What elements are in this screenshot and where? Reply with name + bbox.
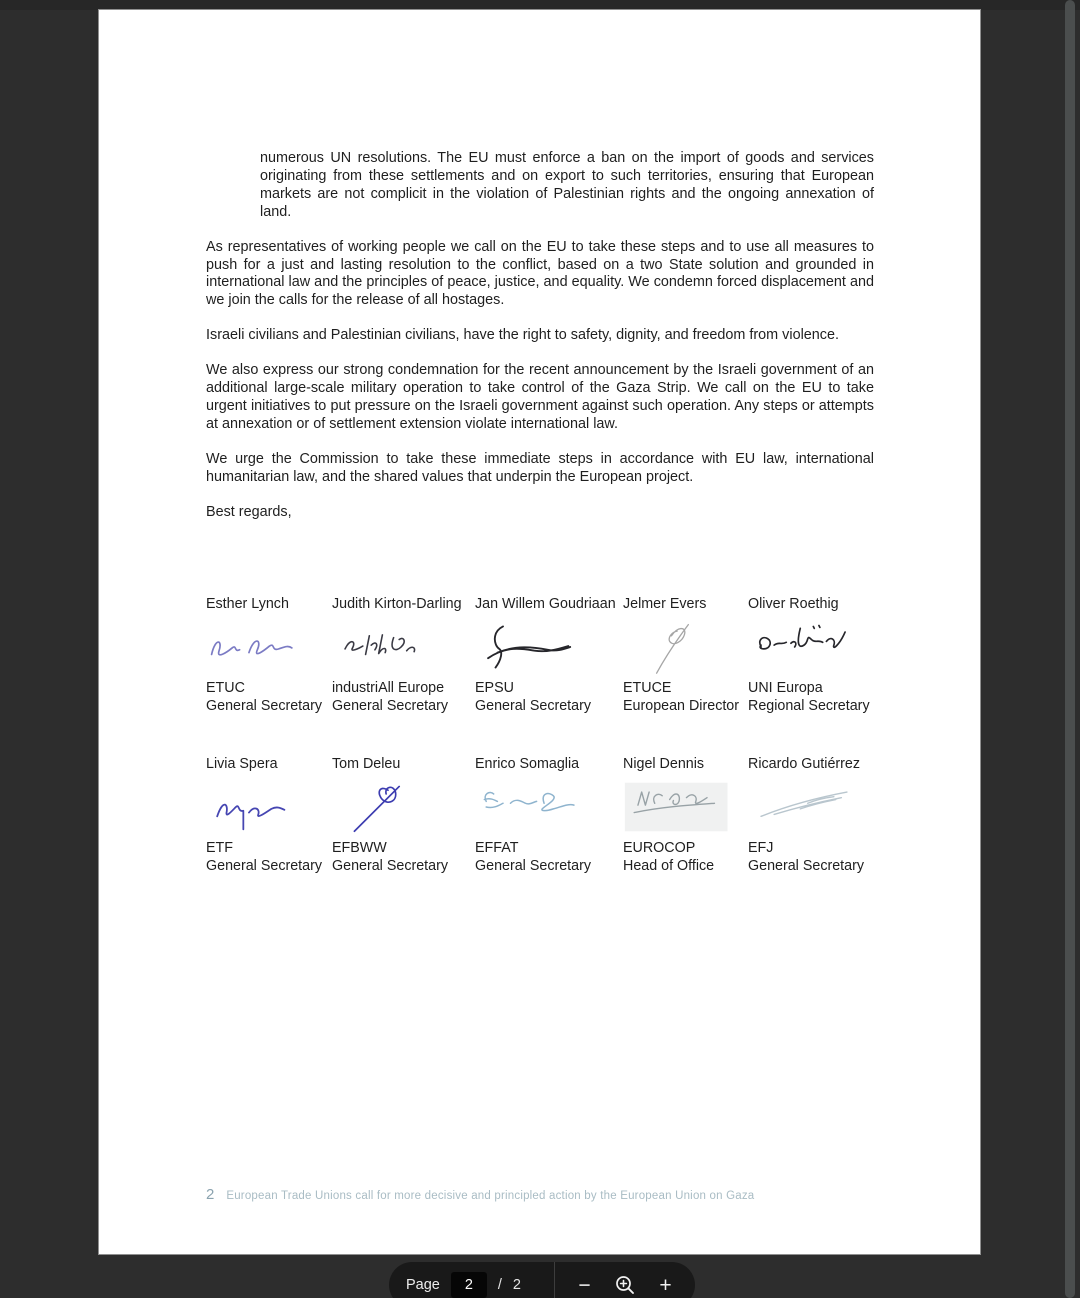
signatory-card [748,596,875,716]
footer-running-title: European Trade Unions call for more decisive and principled action by the European Union on Gaza [226,1190,755,1202]
pdf-toolbar [389,1262,695,1298]
signatory-name: Jelmer Evers [623,596,707,612]
signature-image [206,616,318,678]
closing-line: Best regards, [206,503,292,520]
signatory-card [475,756,623,876]
signatory-card [475,596,623,716]
signature-image [623,616,735,678]
signatory-card [623,596,748,716]
signatory-organization: EFFAT [475,840,519,856]
paragraph-settlements: numerous UN resolutions. The EU must enforce a ban on the import of goods and services originating from these settlements and on export to such territories, ensuring that European markets are not complicit in the violation of Palestinian rights and the ongoing annexation of land. [260,150,874,220]
signatory-name: Jan Willem Goudriaan [475,596,616,612]
signatory-role: General Secretary [475,698,592,714]
signature-grid [206,596,875,876]
signature-image [748,616,860,678]
signatory-role: General Secretary [332,698,449,714]
zoom-controls [555,1272,695,1298]
paragraph-condemnation: We also express our strong condemnation for the recent announcement by the Israeli government of an additional large-scale military operation to take control of the Gaza Strip. We call on the EU to take urgent initiatives to put pressure on the Israeli government against such operation. Any steps or attempts at annexation or of settlement extension violate international law. [206,362,874,432]
letter-body [206,150,874,539]
document-page [99,10,980,1254]
viewer-background-strip [0,0,1080,10]
signatory-role: General Secretary [748,858,865,874]
signatory-name: Ricardo Gutiérrez [748,756,861,772]
signatory-name: Nigel Dennis [623,756,705,772]
signatory-organization: ETF [206,840,234,856]
signature-image [623,776,735,838]
signatory-card [623,756,748,876]
signature-image [475,776,587,838]
signatory-card [332,756,475,876]
signatory-role: European Director [623,698,740,714]
page-number-input[interactable] [451,1272,487,1298]
page-footer [206,1186,754,1203]
signature-image [206,776,318,838]
scrollbar[interactable] [1065,0,1075,1298]
signatory-organization: EUROCOP [623,840,696,856]
signatory-role: General Secretary [206,698,323,714]
signatory-organization: industriAll Europe [332,680,445,696]
signature-image [332,776,444,838]
signatory-name: Enrico Somaglia [475,756,580,772]
signatory-card [748,756,875,876]
signatory-role: Head of Office [623,858,715,874]
paragraph-representatives: As representatives of working people we call on the EU to take these steps and to use all measures to push for a just and lasting resolution to the conflict, based on a two State solution and grounded in international law and the principles of peace, justice, and equality. We condemn forced displacement and we join the calls for the release of all hostages. [206,238,874,309]
zoom-tool-button[interactable] [608,1272,642,1298]
magnifier-plus-icon [614,1274,636,1296]
signatory-name: Judith Kirton-Darling [332,596,462,612]
total-pages: 2 [512,1277,521,1293]
zoom-in-button[interactable]: + [653,1273,677,1298]
paragraph-civilians: Israeli civilians and Palestinian civilians, have the right to safety, dignity, and freedom from violence. [206,327,839,344]
signature-image [332,616,444,678]
signatory-card [206,596,332,716]
paragraph-urge-commission: We urge the Commission to take these immediate steps in accordance with EU law, international humanitarian law, and the shared values that underpin the European project. [206,450,874,485]
signatory-name: Oliver Roethig [748,596,839,612]
signatory-card [206,756,332,876]
signatory-role: General Secretary [206,858,323,874]
signatory-name: Tom Deleu [332,756,401,772]
page-navigation [389,1272,554,1298]
signature-image [475,616,587,678]
signatory-organization: EPSU [475,680,514,696]
page-label: Page [406,1277,440,1293]
signature-image [748,776,860,838]
signatory-role: Regional Secretary [748,698,870,714]
zoom-out-button[interactable]: − [572,1273,596,1298]
signatory-name: Livia Spera [206,756,278,772]
page-divider: / [497,1277,502,1293]
footer-page-number: 2 [206,1186,215,1203]
signatory-card [332,596,475,716]
signatory-organization: ETUC [206,680,245,696]
signatory-organization: EFJ [748,840,774,856]
signatory-role: General Secretary [475,858,592,874]
signatory-name: Esther Lynch [206,596,289,612]
signatory-role: General Secretary [332,858,449,874]
signatory-organization: EFBWW [332,840,387,856]
signatory-organization: ETUCE [623,680,672,696]
signatory-organization: UNI Europa [748,680,823,696]
